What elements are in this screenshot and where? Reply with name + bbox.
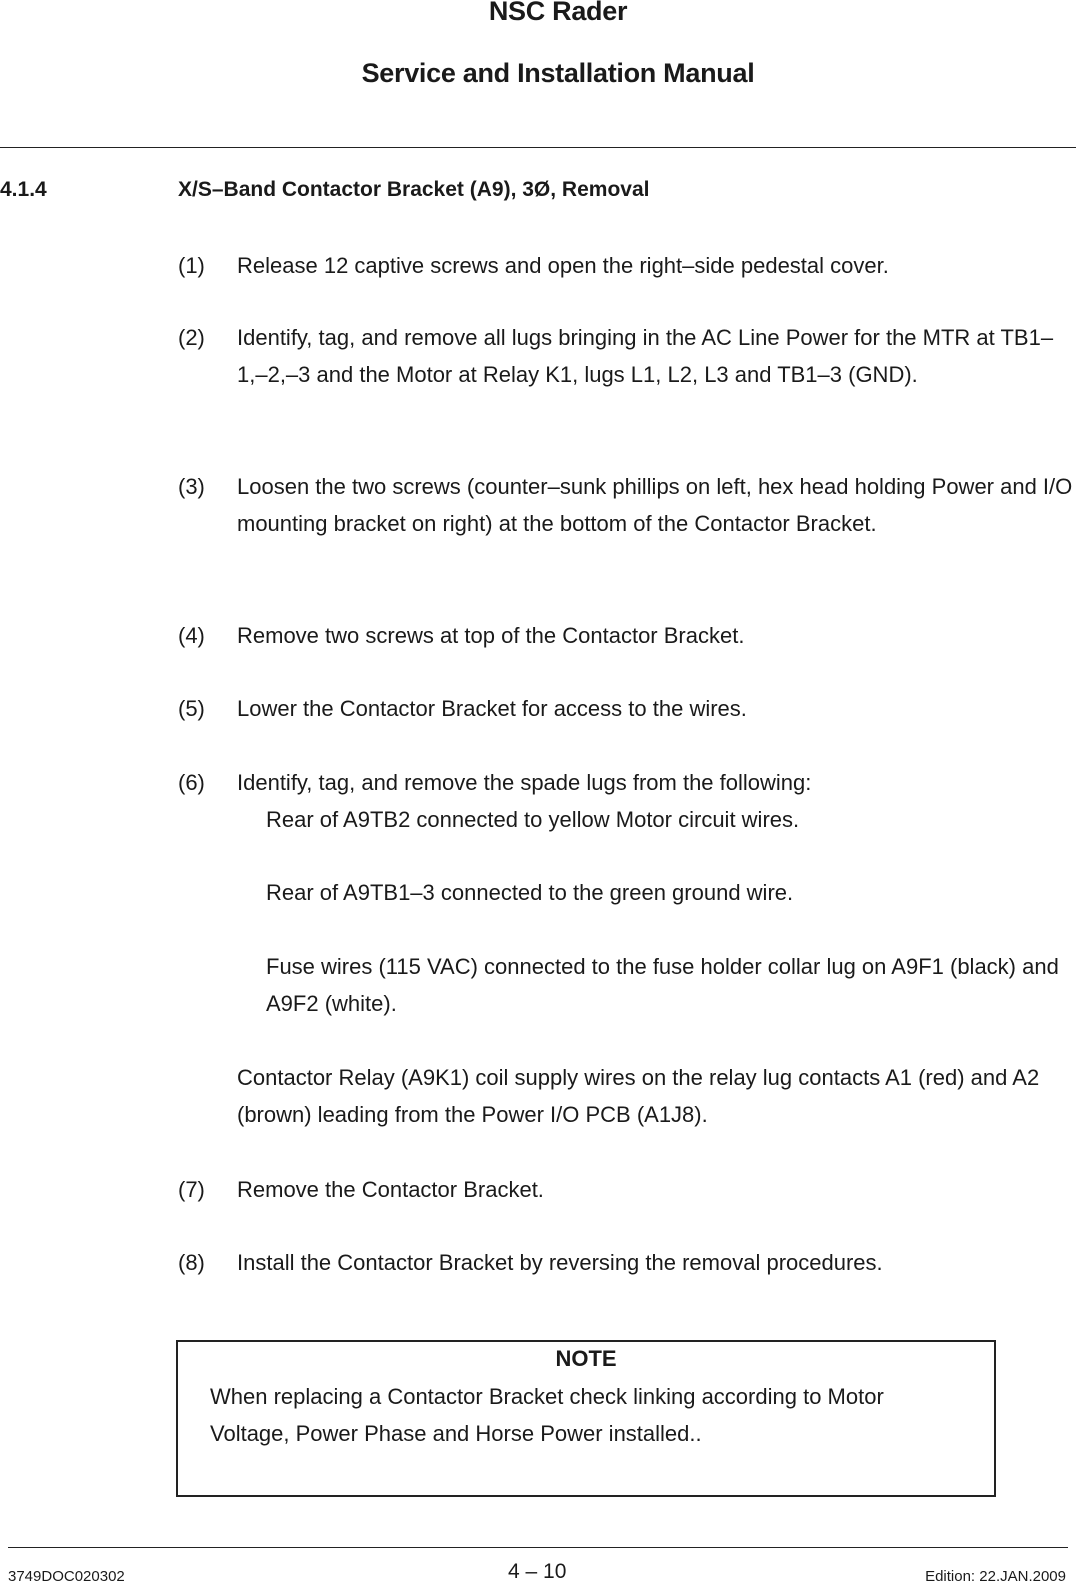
document-id: 3749DOC020302 xyxy=(8,1568,125,1585)
step-text: Identify, tag, and remove all lugs bringing in the AC Line Power for the MTR at TB1–1,–2,–3 and the Motor at Relay K1, lugs L1, L2, L3 and TB1–3 (GND). xyxy=(237,325,1054,387)
step-number: (3) xyxy=(178,474,205,499)
substep-item: Rear of A9TB1–3 connected to the green ground wire. xyxy=(266,880,794,905)
substep-item: Rear of A9TB2 connected to yellow Motor circuit wires. xyxy=(266,807,800,832)
step-text: Lower the Contactor Bracket for access to the wires. xyxy=(237,696,747,721)
section-title: X/S–Band Contactor Bracket (A9), 3Ø, Removal xyxy=(178,178,650,201)
step-number: (1) xyxy=(178,253,205,278)
section-number: 4.1.4 xyxy=(0,178,47,201)
step-text: Loosen the two screws (counter–sunk phillips on left, hex head holding Power and I/O mounting bracket on right) at the bottom of the Contactor Bracket. xyxy=(237,474,1073,536)
note-heading: NOTE xyxy=(555,1346,617,1371)
step-text: Remove two screws at top of the Contactor Bracket. xyxy=(237,623,745,648)
step-number: (7) xyxy=(178,1177,205,1202)
page-number: 4 – 10 xyxy=(508,1560,567,1583)
contactor-paragraph: Contactor Relay (A9K1) coil supply wires on the relay lug contacts A1 (red) and A2 (brown) leading from the Power I/O PCB (A1J8). xyxy=(237,1065,1040,1127)
step-number: (6) xyxy=(178,770,205,795)
step-number: (8) xyxy=(178,1250,205,1275)
footer-divider xyxy=(8,1547,1068,1548)
step-text: Release 12 captive screws and open the right–side pedestal cover. xyxy=(237,253,889,278)
edition-date: Edition: 22.JAN.2009 xyxy=(925,1568,1066,1585)
document-subtitle: Service and Installation Manual xyxy=(361,58,755,88)
step-text: Remove the Contactor Bracket. xyxy=(237,1177,544,1202)
note-text: When replacing a Contactor Bracket check linking according to Motor Voltage, Power Phase and Horse Power installed.. xyxy=(210,1384,884,1446)
note-box xyxy=(176,1340,996,1497)
substep-item: Fuse wires (115 VAC) connected to the fuse holder collar lug on A9F1 (black) and A9F2 (white). xyxy=(266,954,1059,1016)
step-text: Install the Contactor Bracket by reversing the removal procedures. xyxy=(237,1250,883,1275)
header-divider xyxy=(0,147,1076,148)
step-text: Identify, tag, and remove the spade lugs from the following: xyxy=(237,770,812,795)
step-number: (2) xyxy=(178,325,205,350)
step-number: (4) xyxy=(178,623,205,648)
step-number: (5) xyxy=(178,696,205,721)
document-title: NSC Rader xyxy=(488,0,628,26)
